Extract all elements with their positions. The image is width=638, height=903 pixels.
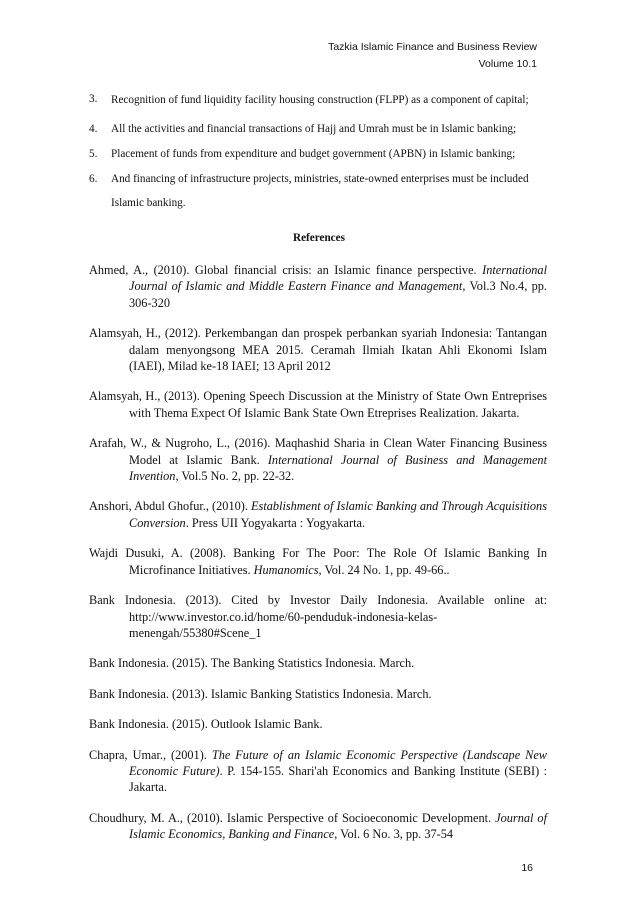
list-item <box>89 147 549 162</box>
reference-details: . Press UII Yogyakarta : Yogyakarta. <box>185 515 366 530</box>
reference-source: The Future of an Islamic Economic Perspective (Landscape New Economic Future) <box>129 747 547 778</box>
reference-entry <box>89 716 547 732</box>
running-header <box>328 39 537 73</box>
reference-text: Arafah, W., & Nugroho, L., (2016). Maqhashid Sharia in Clean Water Financing Business Model at Islamic Bank. <box>89 436 547 467</box>
list-number: 5. <box>89 147 98 160</box>
list-text: All the activities and financial transactions of Hajj and Umrah must be in Islamic banking; <box>111 122 517 135</box>
reference-entry <box>89 592 547 641</box>
volume-label: Volume 10.1 <box>478 58 537 70</box>
reference-entry <box>89 262 547 311</box>
reference-details: , Vol. 6 No. 3, pp. 37-54 <box>334 827 454 842</box>
list-item <box>89 122 549 137</box>
reference-entry <box>89 655 547 671</box>
reference-entry <box>89 325 547 374</box>
reference-source: Establishment of Islamic Banking and Through Acquisitions Conversion <box>129 499 547 530</box>
reference-details: , Vol.5 No. 2, pp. 22-32. <box>175 469 295 484</box>
journal-title: Tazkia Islamic Finance and Business Review <box>328 41 537 53</box>
reference-list <box>89 262 547 857</box>
reference-entry <box>89 810 547 843</box>
reference-text: Bank Indonesia. (2015). The Banking Statistics Indonesia. March. <box>89 656 415 671</box>
numbered-list <box>89 92 549 225</box>
reference-entry <box>89 388 547 421</box>
list-number: 6. <box>89 172 98 185</box>
list-item <box>89 172 549 216</box>
reference-source: Journal of Islamic Economics, Banking and Finance <box>129 810 547 842</box>
reference-entry <box>89 498 547 531</box>
reference-entry <box>89 545 547 578</box>
reference-text: Bank Indonesia. (2013). Cited by Investor Daily Indonesia. Available online at: http://www.investor.co.id/home/60-penduduk-indonesia-kelas-menengah/55380#Scene_1 <box>89 593 547 640</box>
list-item <box>89 92 549 112</box>
reference-text: Wajdi Dusuki, A. (2008). Banking For The Poor: The Role Of Islamic Banking In Microfinance Initiatives. <box>89 546 547 577</box>
list-number: 4. <box>89 122 98 135</box>
reference-text: Choudhury, M. A., (2010). Islamic Perspective of Socioeconomic Development. <box>89 810 496 825</box>
list-text: Placement of funds from expenditure and budget government (APBN) in Islamic banking; <box>111 147 516 160</box>
reference-text: Chapra, Umar., (2001). <box>89 747 212 762</box>
reference-source: International Journal of Business and Management Invention <box>129 452 547 484</box>
list-text: Recognition of fund liquidity facility housing construction (FLPP) as a component of capital; <box>111 93 529 106</box>
reference-entry <box>89 435 547 484</box>
reference-entry <box>89 747 547 796</box>
reference-text: Ahmed, A., (2010). Global financial crisis: an Islamic finance perspective. <box>89 263 483 277</box>
reference-text: Alamsyah, H., (2012). Perkembangan dan prospek perbankan syariah Indonesia: Tantangan dalam menyongsong MEA 2015. Ceramah Ilmiah Ikatan Ahli Ekonomi Islam (IAEI), Milad ke-18 IAEI; 13 April 2012 <box>89 326 547 374</box>
list-number: 3. <box>89 93 98 105</box>
page-number: 16 <box>521 862 533 874</box>
reference-details: . P. 154-155. Shari'ah Economics and Banking Institute (SEBI) : Jakarta. <box>129 763 547 795</box>
reference-details: , Vol.3 No.4, pp. 306-320 <box>129 279 548 310</box>
reference-entry <box>89 686 547 702</box>
reference-text: Anshori, Abdul Ghofur., (2010). <box>89 499 252 514</box>
references-heading: References <box>293 232 345 244</box>
reference-text: Bank Indonesia. (2015). Outlook Islamic Bank. <box>89 717 323 732</box>
list-text: And financing of infrastructure projects, ministries, state-owned enterprises must be included Islamic banking. <box>111 173 529 209</box>
reference-source: International Journal of Islamic and Middle Eastern Finance and Management <box>129 263 547 294</box>
reference-text: Bank Indonesia. (2013). Islamic Banking Statistics Indonesia. March. <box>89 686 432 701</box>
reference-source: Humanomics <box>253 562 319 577</box>
reference-details: , Vol. 24 No. 1, pp. 49-66.. <box>318 562 450 577</box>
reference-text: Alamsyah, H., (2013). Opening Speech Discussion at the Ministry of State Own Entreprises with Thema Expect Of Islamic Bank State Own Etreprises Realization. Jakarta. <box>89 389 547 420</box>
